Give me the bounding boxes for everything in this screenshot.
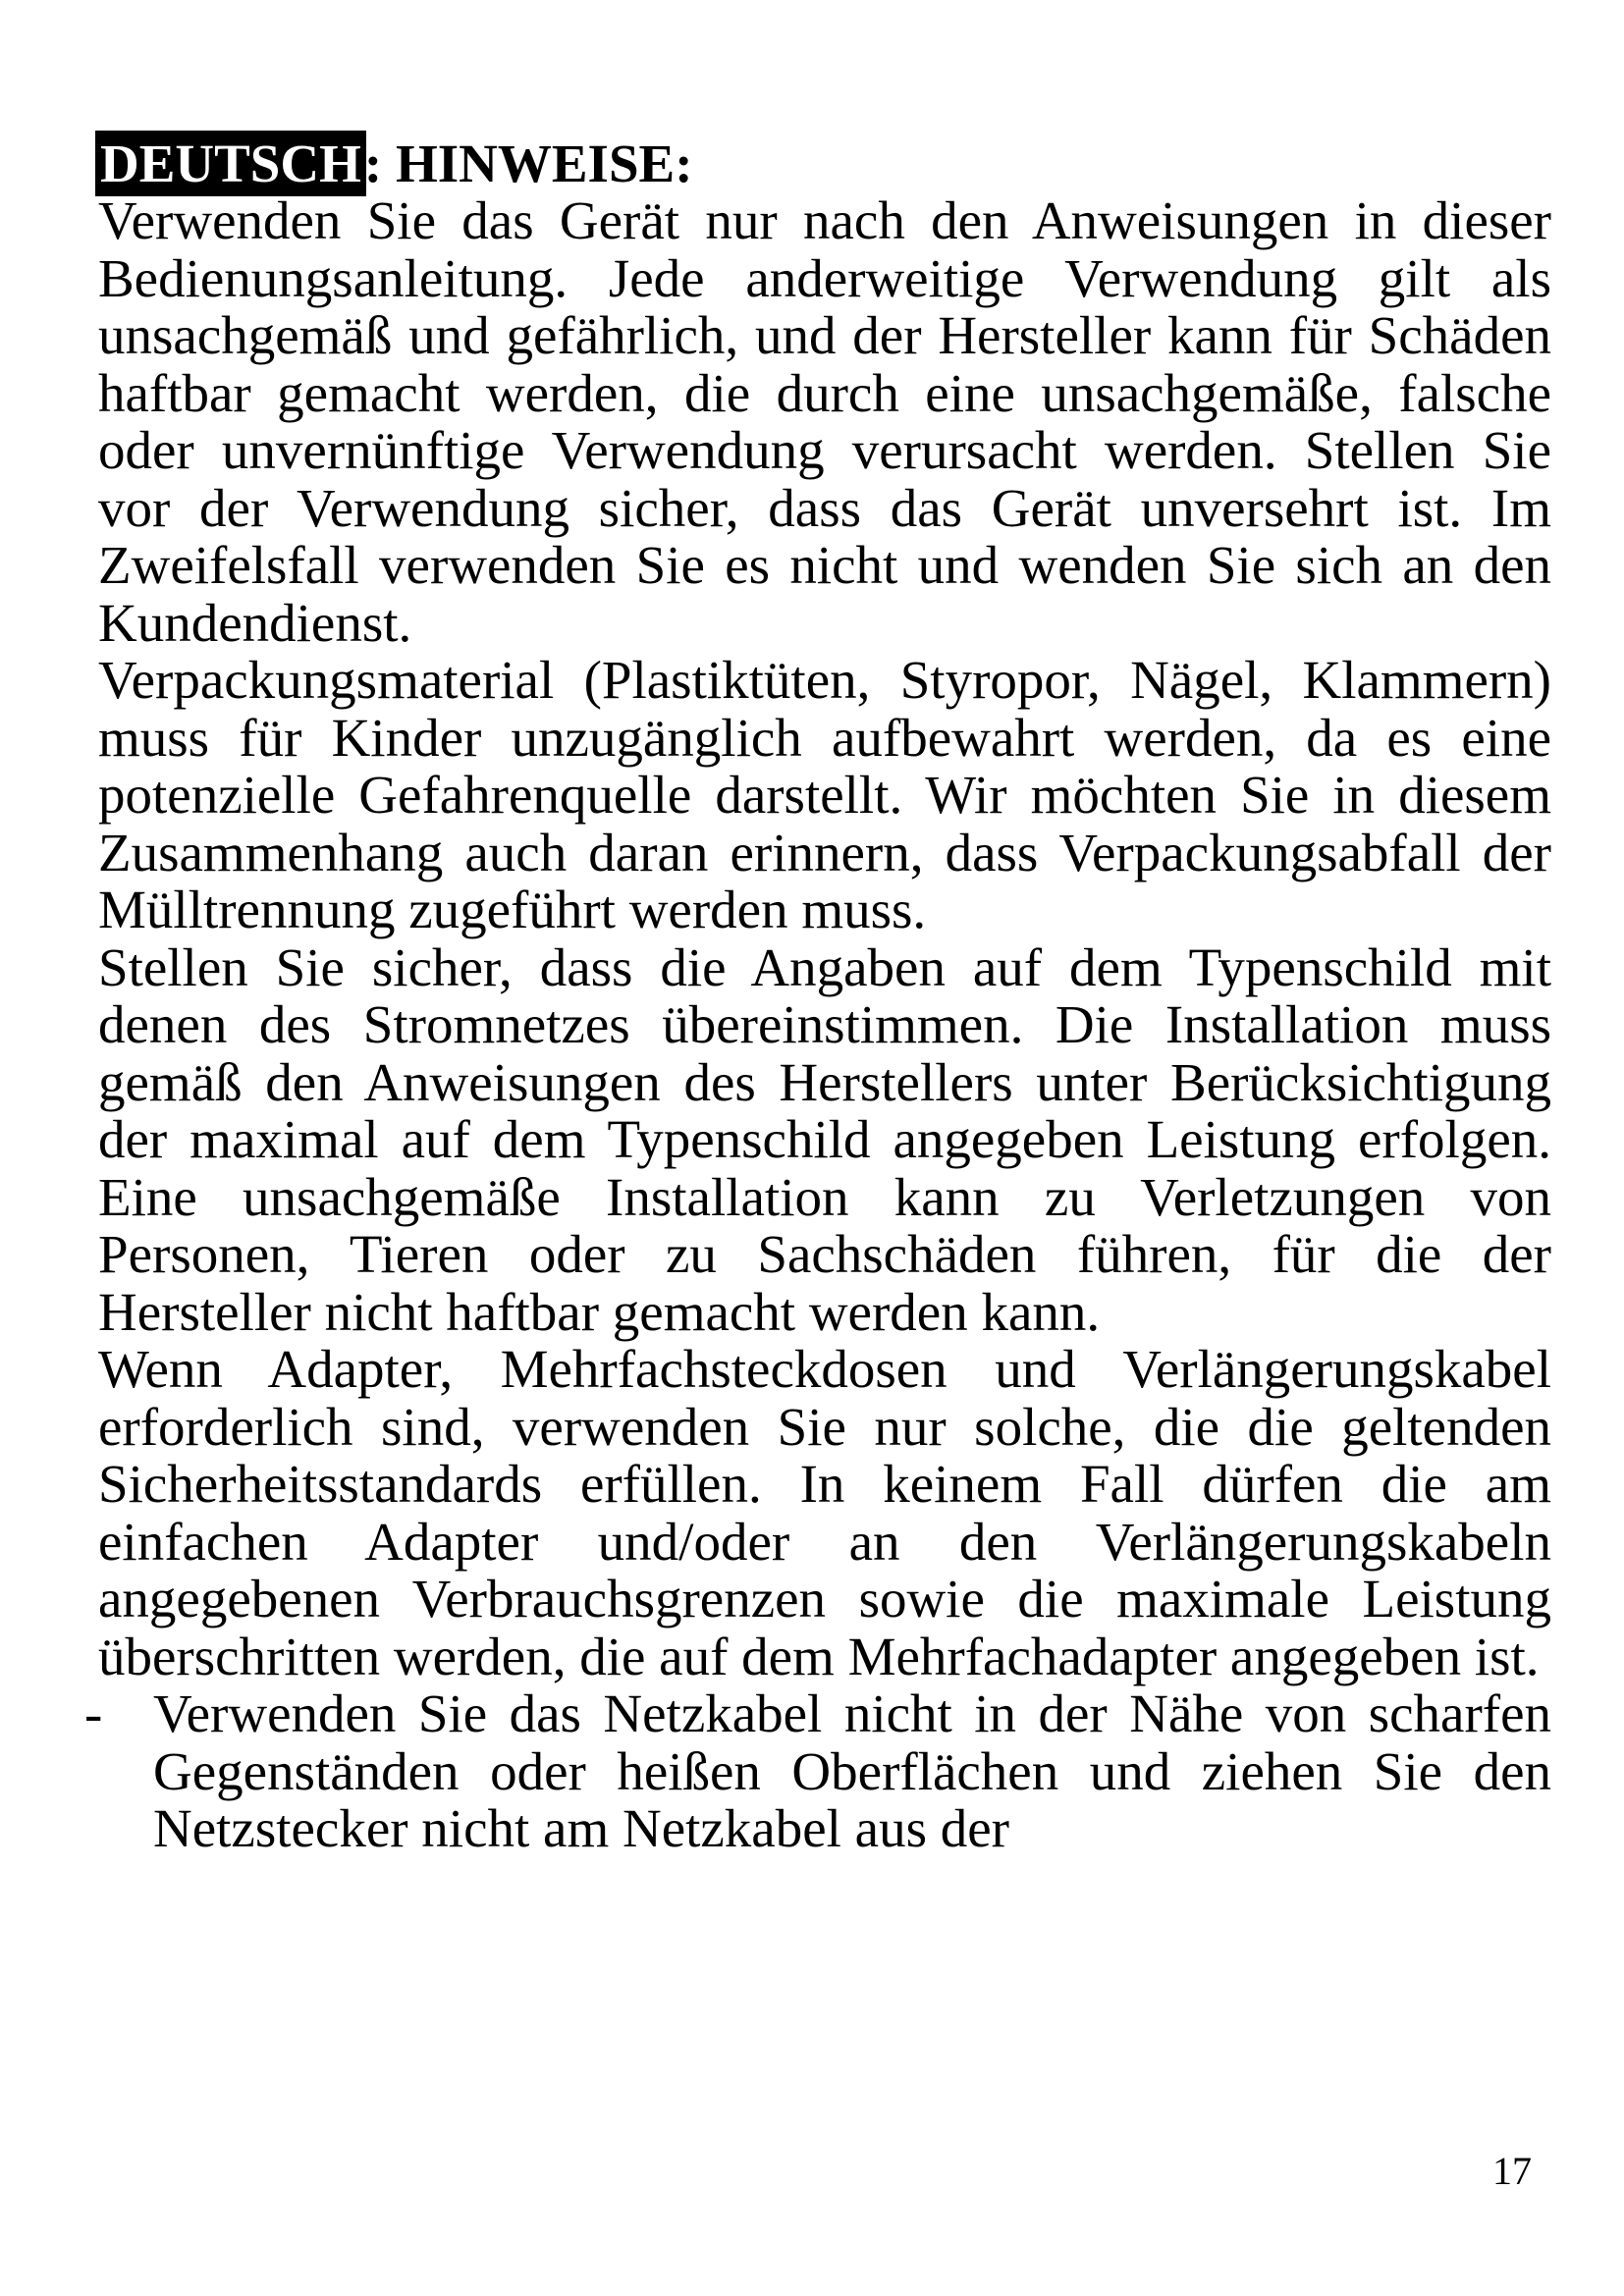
paragraph-usage: Verwenden Sie das Gerät nur nach den Anweisungen in dieser Bedienungsanleitung. Jede anderweitige Verwendung gilt als unsachgemäß und gefährlich, und der Hersteller kann für Schäden haftbar gemacht werden, die durch eine unsachgemäße, falsche oder unvernünftige Verwendung verursacht werden. Stellen Sie vor der Verwendung sicher, dass das Gerät unversehrt ist. Im Zweifelsfall verwenden Sie es nicht und wenden Sie sich an den Kundendienst. (98, 190, 1551, 653)
heading-title: : HINWEISE: (363, 133, 693, 193)
bullet-text: Verwenden Sie das Netzkabel nicht in der Nähe von scharfen Gegenständen oder heißen Oberflächen und ziehen Sie den Netzstecker nicht am Netzkabel aus der (153, 1683, 1551, 1858)
language-tag: DEUTSCH (100, 133, 361, 193)
bullet-marker: - (84, 1683, 103, 1743)
paragraph-packaging: Verpackungsmaterial (Plastiktüten, Styropor, Nägel, Klammern) muss für Kinder unzugänglich aufbewahrt werden, da es eine potenzielle Gefahrenquelle darstellt. Wir möchten Sie in diesem Zusammenhang auch daran erinnern, dass Verpackungsabfall der Mülltrennung zugeführt werden muss. (98, 650, 1551, 939)
bullet-item-power-cord (84, 1683, 1551, 1858)
section-heading (98, 135, 1551, 192)
paragraph-adapters: Wenn Adapter, Mehrfachsteckdosen und Verlängerungskabel erforderlich sind, verwenden Sie nur solche, die die geltenden Sicherheitsstandards erfüllen. In keinem Fall dürfen die am einfachen Adapter und/oder an den Verlängerungskabeln angegebenen Verbrauchsgrenzen sowie die maximale Leistung überschritten werden, die auf dem Mehrfachadapter angegeben ist. (98, 1339, 1551, 1686)
paragraph-rating-plate: Stellen Sie sicher, dass die Angaben auf dem Typenschild mit denen des Stromnetzes übereinstimmen. Die Installation muss gemäß den Anweisungen des Herstellers unter Berücksichtigung der maximal auf dem Typenschild angegeben Leistung erfolgen. Eine unsachgemäße Installation kann zu Verletzungen von Personen, Tieren oder zu Sachschäden führen, für die der Hersteller nicht haftbar gemacht werden kann. (98, 936, 1551, 1342)
page-number: 17 (1492, 2149, 1532, 2193)
document-page (84, 133, 1551, 1858)
